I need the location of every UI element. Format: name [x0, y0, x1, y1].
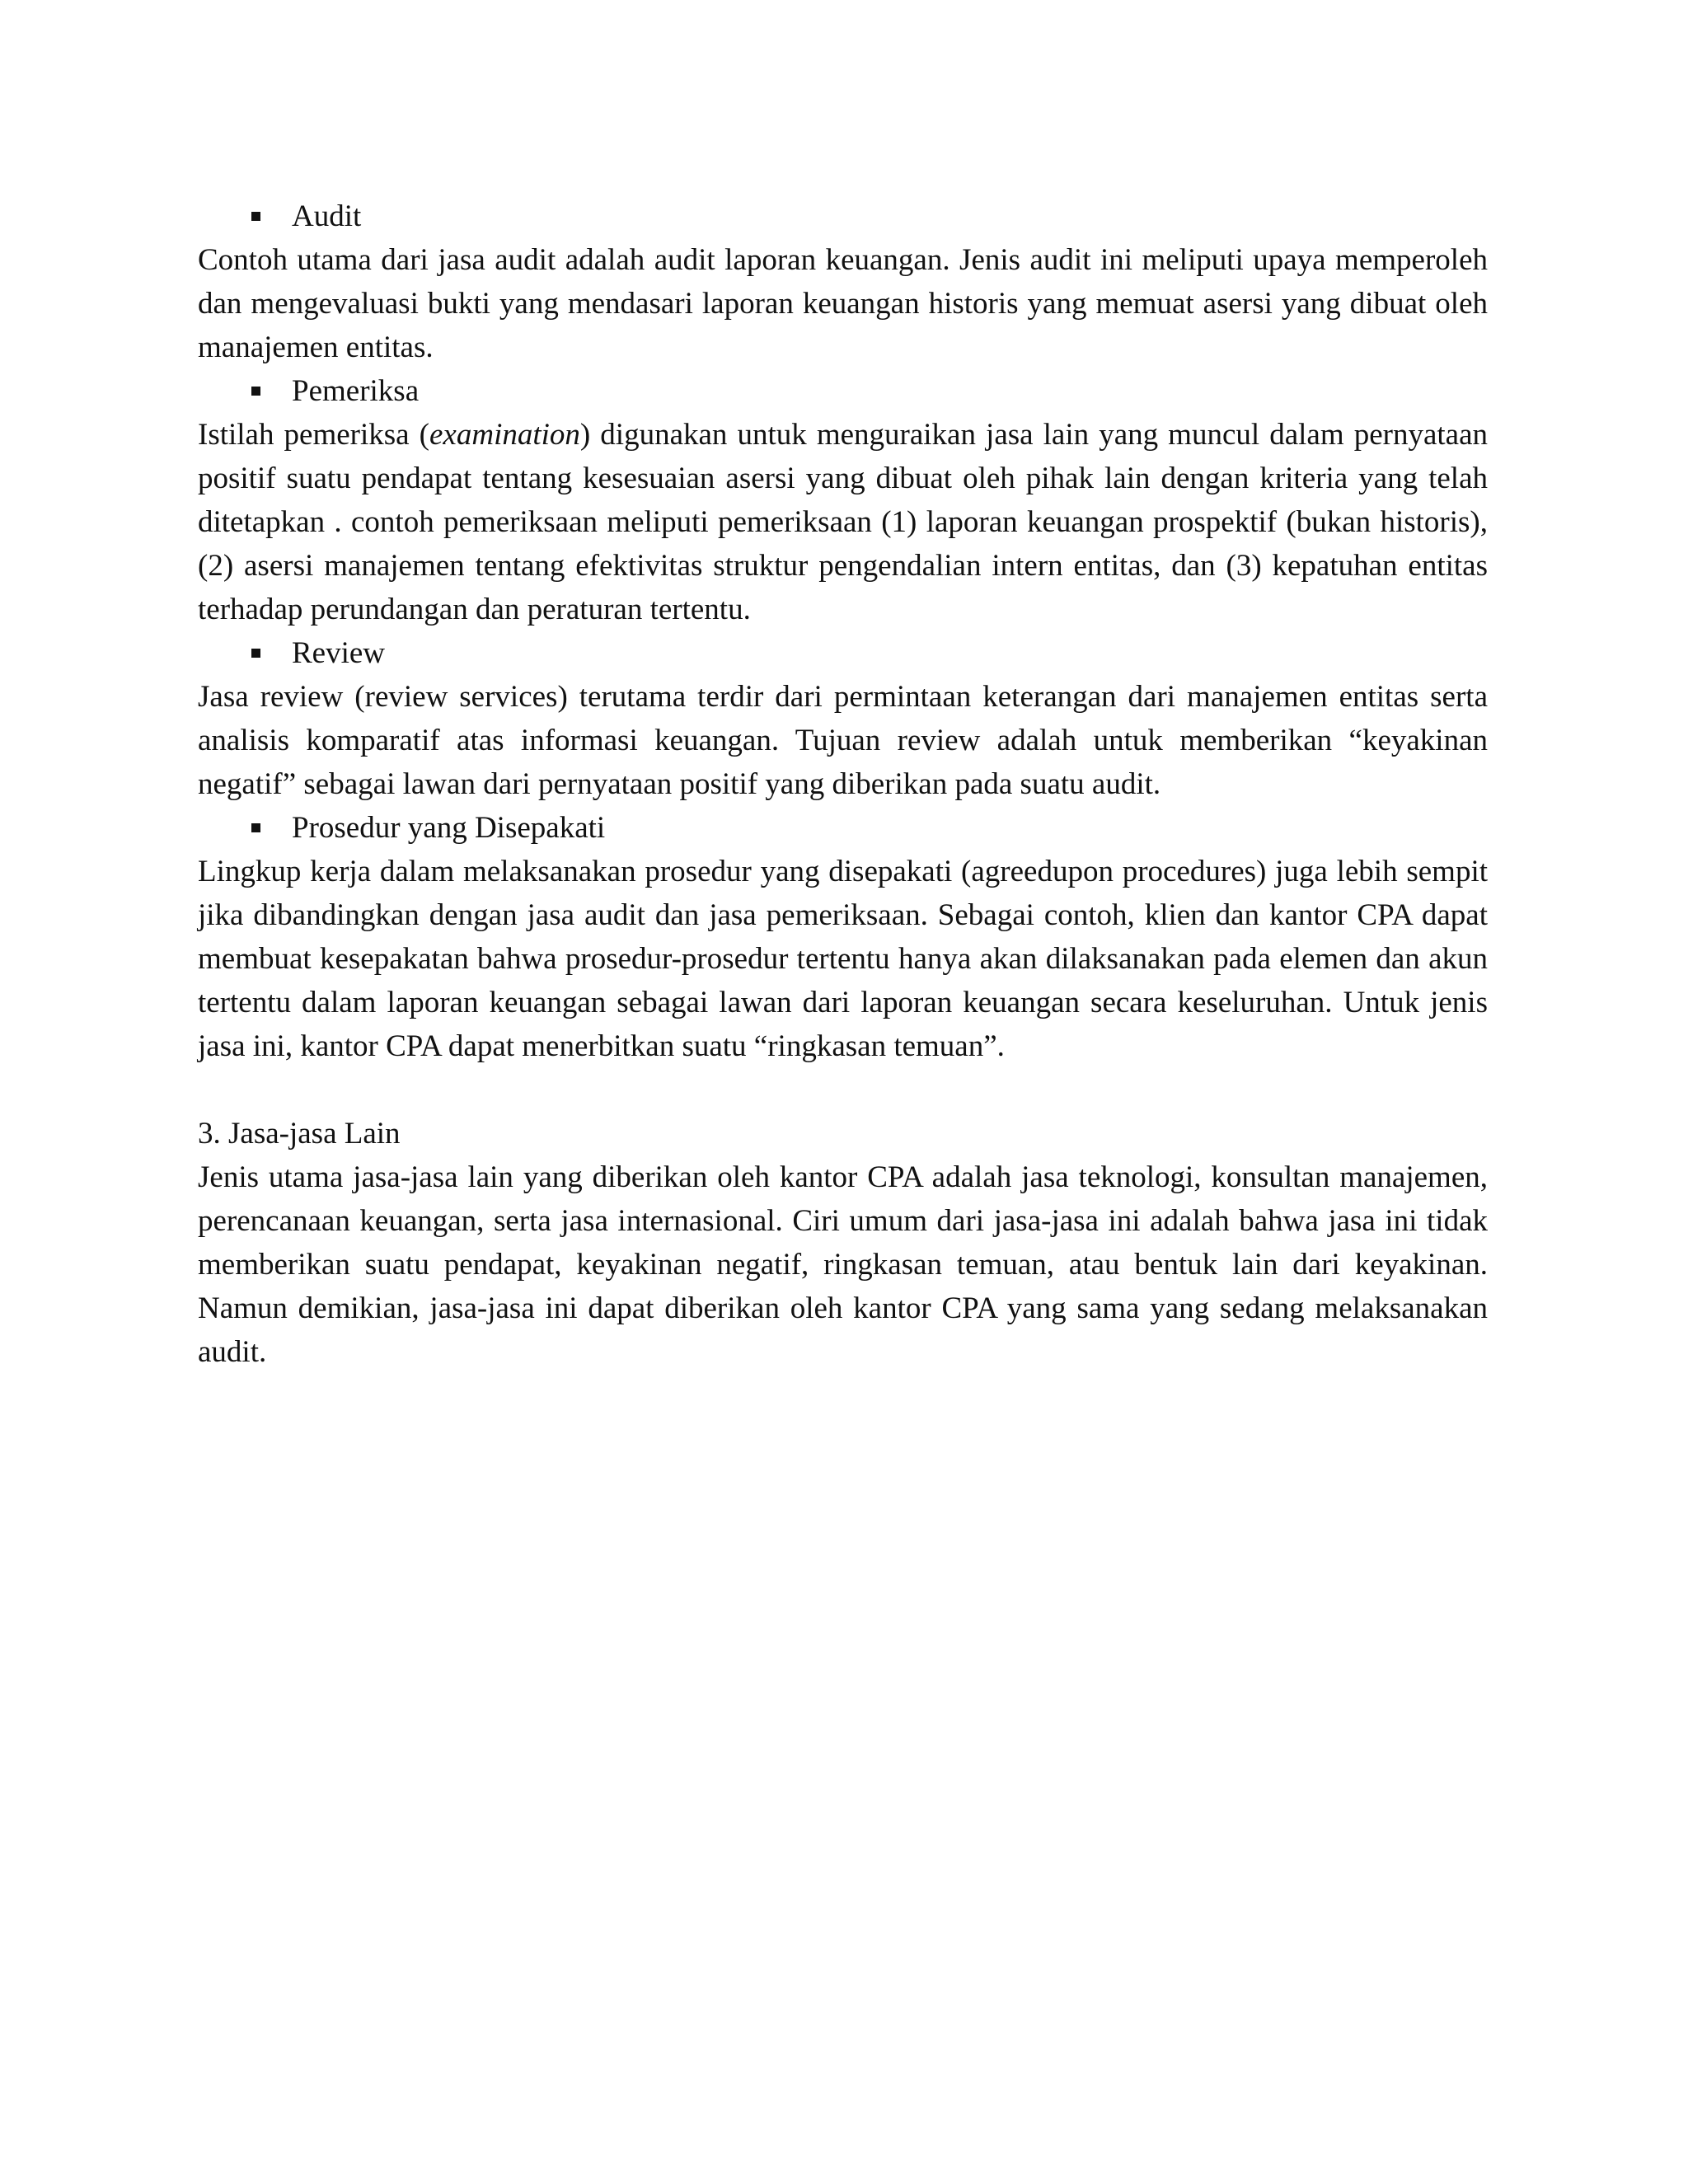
square-bullet-icon	[251, 387, 260, 396]
square-bullet-icon	[251, 823, 260, 832]
square-bullet-icon	[251, 649, 260, 658]
bullet-heading-label: Audit	[292, 199, 362, 233]
paragraph-jasa-lain: Jenis utama jasa-jasa lain yang diberikan oleh kantor CPA adalah jasa teknologi, konsultan manajemen, perencanaan keuangan, serta jasa internasional. Ciri umum dari jasa-jasa ini adalah bahwa jasa ini tidak memberikan suatu pendapat, keyakinan negatif, ringkasan temuan, atau bentuk lain dari keyakinan. Namun demikian, jasa-jasa ini dapat diberikan oleh kantor CPA yang sama yang sedang melaksanakan audit.	[198, 1160, 1488, 1369]
paragraph-text-segment: Istilah pemeriksa (	[198, 418, 429, 452]
bullet-heading-label: Pemeriksa	[292, 374, 420, 408]
bullet-heading-label: Prosedur yang Disepakati	[292, 811, 606, 845]
paragraph-text-segment: ) digunakan untuk menguraikan jasa lain yang muncul dalam pernyataan positif suatu pendapat tentang kesesuaian asersi yang dibuat oleh pihak lain dengan kriteria yang telah ditetapkan . contoh pemeriksaan meliputi pemeriksaan (1) laporan keuangan prospektif (bukan historis), (2) asersi manajemen tentang efektivitas struktur pengendalian intern entitas, dan (3) kepatuhan entitas terhadap perundangan dan peraturan tertentu.	[198, 418, 1488, 626]
paragraph-review: Jasa review (review services) terutama terdir dari permintaan keterangan dari manajemen entitas serta analisis komparatif atas informasi keuangan. Tujuan review adalah untuk memberikan “keyakinan negatif” sebagai lawan dari pernyataan positif yang diberikan pada suatu audit.	[198, 680, 1488, 801]
document-body	[198, 194, 1488, 1374]
bullet-heading-review	[198, 631, 1488, 675]
section-heading-jasa-lain: 3. Jasa-jasa Lain	[198, 1117, 401, 1151]
paragraph-prosedur: Lingkup kerja dalam melaksanakan prosedur yang disepakati (agreedupon procedures) juga lebih sempit jika dibandingkan dengan jasa audit dan jasa pemeriksaan. Sebagai contoh, klien dan kantor CPA dapat membuat kesepakatan bahwa prosedur-prosedur tertentu hanya akan dilaksanakan pada elemen dan akun tertentu dalam laporan keuangan sebagai lawan dari laporan keuangan secara keseluruhan. Untuk jenis jasa ini, kantor CPA dapat menerbitkan suatu “ringkasan temuan”.	[198, 855, 1488, 1063]
bullet-heading-prosedur	[198, 806, 1488, 850]
square-bullet-icon	[251, 212, 260, 221]
paragraph-audit: Contoh utama dari jasa audit adalah audit laporan keuangan. Jenis audit ini meliputi upaya memperoleh dan mengevaluasi bukti yang mendasari laporan keuangan historis yang memuat asersi yang dibuat oleh manajemen entitas.	[198, 243, 1488, 364]
paragraph-pemeriksa	[198, 413, 1488, 631]
blank-line	[198, 1068, 1488, 1112]
paragraph-italic-term: examination	[429, 418, 580, 452]
bullet-heading-audit	[198, 194, 1488, 238]
bullet-heading-pemeriksa	[198, 369, 1488, 413]
bullet-heading-label: Review	[292, 636, 386, 670]
